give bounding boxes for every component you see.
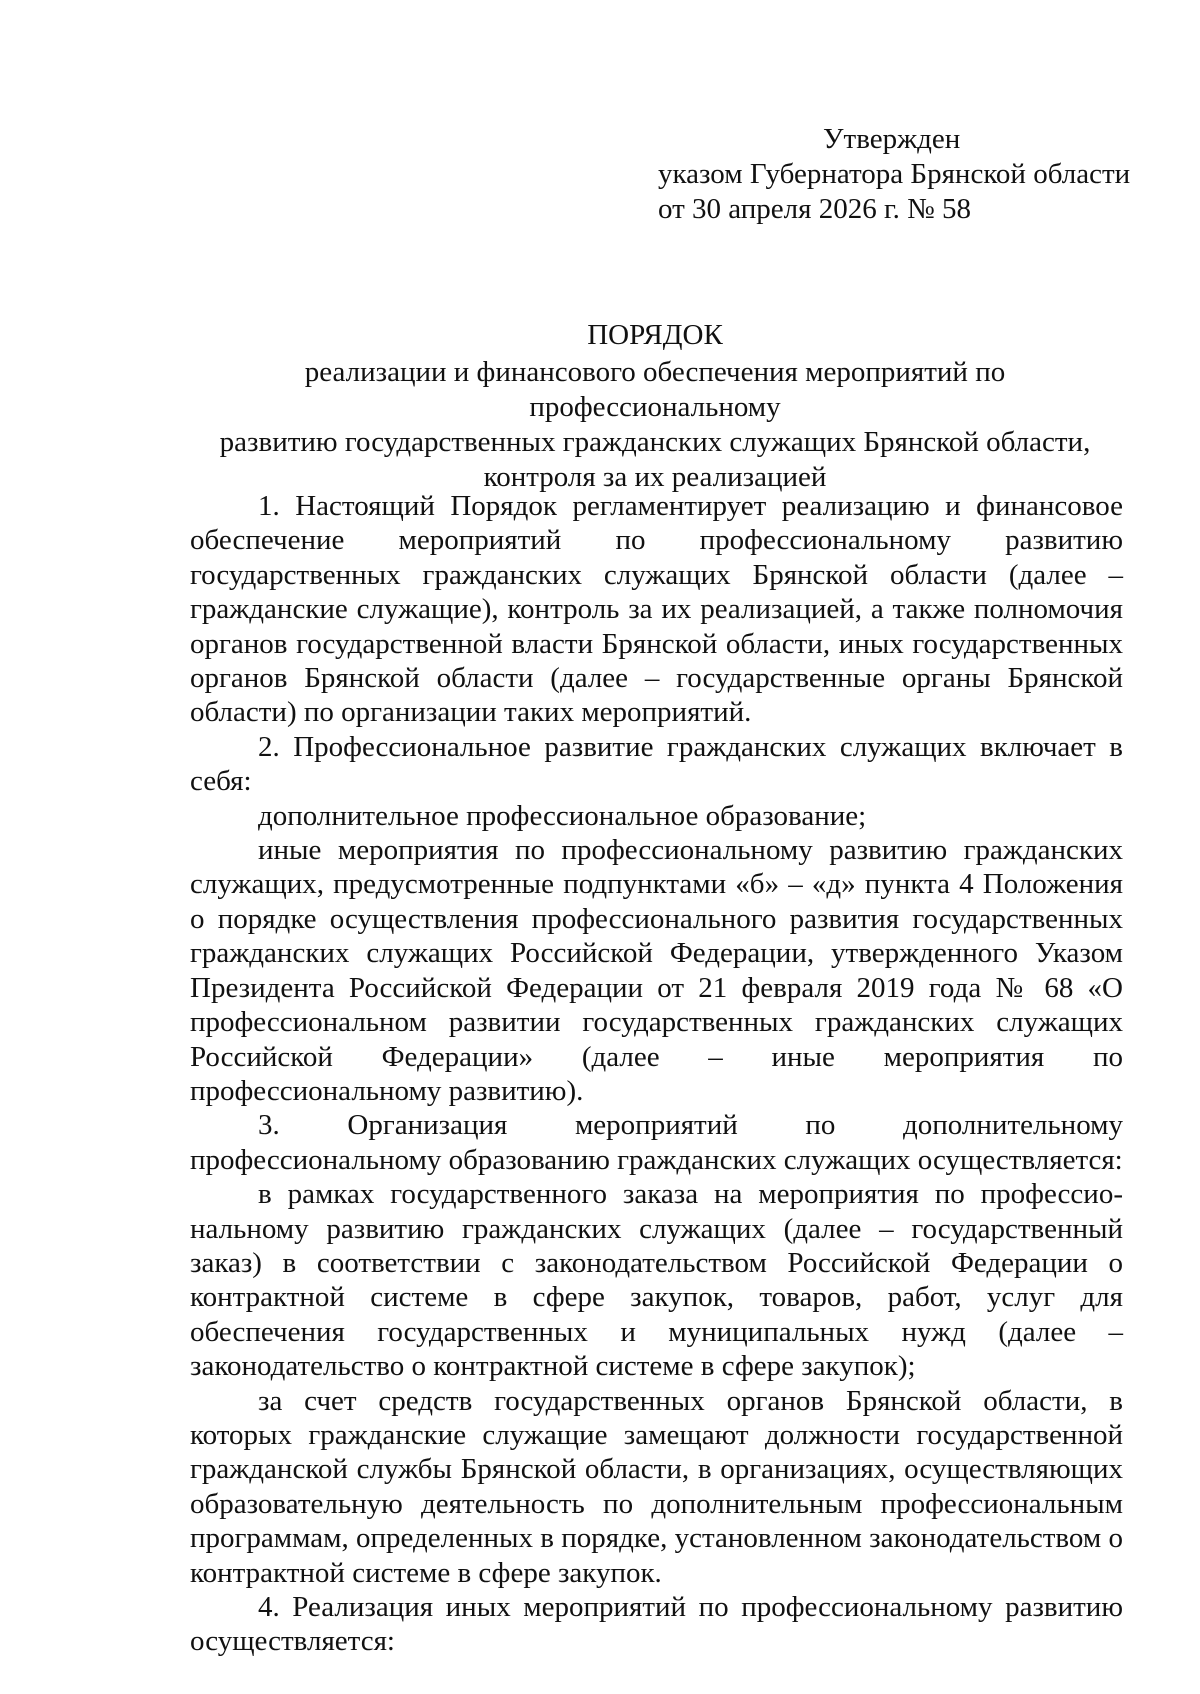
title-line-1: реализации и финансового обеспечения мероприятий по профессиональному: [304, 356, 1006, 423]
approval-line-decree: указом Губернатора Брянской области: [658, 158, 1131, 190]
document-body: [190, 489, 1123, 1659]
title-line-3: контроля за их реализацией: [483, 461, 827, 493]
paragraph-2-item-2: иные мероприятия по профессиональному развитию гражданских служащих, предусмотренные подпунктами «б» – «д» пункта 4 Положения о порядке осуществления профессионального развития государственных гражданских служащих Российской Федерации, утвержденного Указом Президента Российской Федерации от 21 февраля 2019 года № 68 «О профессиональном развитии государственных гражданских служащих Российской Федерации» (далее – иные мероприятия по профессиональному развитию).: [190, 834, 1123, 1107]
title-heading: ПОРЯДОК: [587, 319, 723, 351]
paragraph-2: 2. Профессиональное развитие гражданских служащих включает в себя:: [190, 730, 1123, 798]
approval-line-date-number: от 30 апреля 2026 г. № 58: [658, 193, 972, 225]
paragraph-2-item-1: дополнительное профессиональное образование;: [258, 799, 867, 832]
paragraph-1: 1. Настоящий Порядок регламентирует реализацию и финансовое обеспечение мероприятий по профессиональному развитию государственных гражданских служащих Брянской области (далее – гражданские служащие), контроль за их реализацией, а также полномочия органов государственной власти Брянской области, иных государственных органов Брянской области (далее – государственные органы Брянской области) по организации таких мероприятий.: [190, 490, 1123, 729]
paragraph-4: 4. Реализация иных мероприятий по профессиональному развитию осуществляется:: [190, 1591, 1123, 1658]
paragraph-3-item-1: в рамках государственного заказа на мероприятия по профессиональному развитию гражданских служащих (далее – государственный заказ) в соответствии с законодательством Российской Федерации о контрактной системе в сфере закупок, товаров, работ, услуг для обеспечения государственных и муниципальных нужд (далее – законодательство о контрактной системе в сфере закупок);: [190, 1178, 1123, 1383]
approval-stamp: [658, 122, 1130, 227]
title-line-2: развитию государственных гражданских служащих Брянской области,: [219, 426, 1091, 458]
document-title: [190, 318, 1120, 495]
approval-line-approved: Утвержден: [823, 123, 961, 155]
paragraph-3-item-2: за счет средств государственных органов Брянской области, в которых гражданские служащие замещают должности государственной гражданской службы Брянской области, в организациях, осуществляющих образовательную деятельность по дополнительным профессиональным программам, определенных в порядке, установленном законодательством о контрактной системе в сфере закупок.: [190, 1384, 1123, 1589]
paragraph-3: 3. Организация мероприятий по дополнительному профессиональному образованию гражданских служащих осуществляется:: [190, 1109, 1123, 1176]
